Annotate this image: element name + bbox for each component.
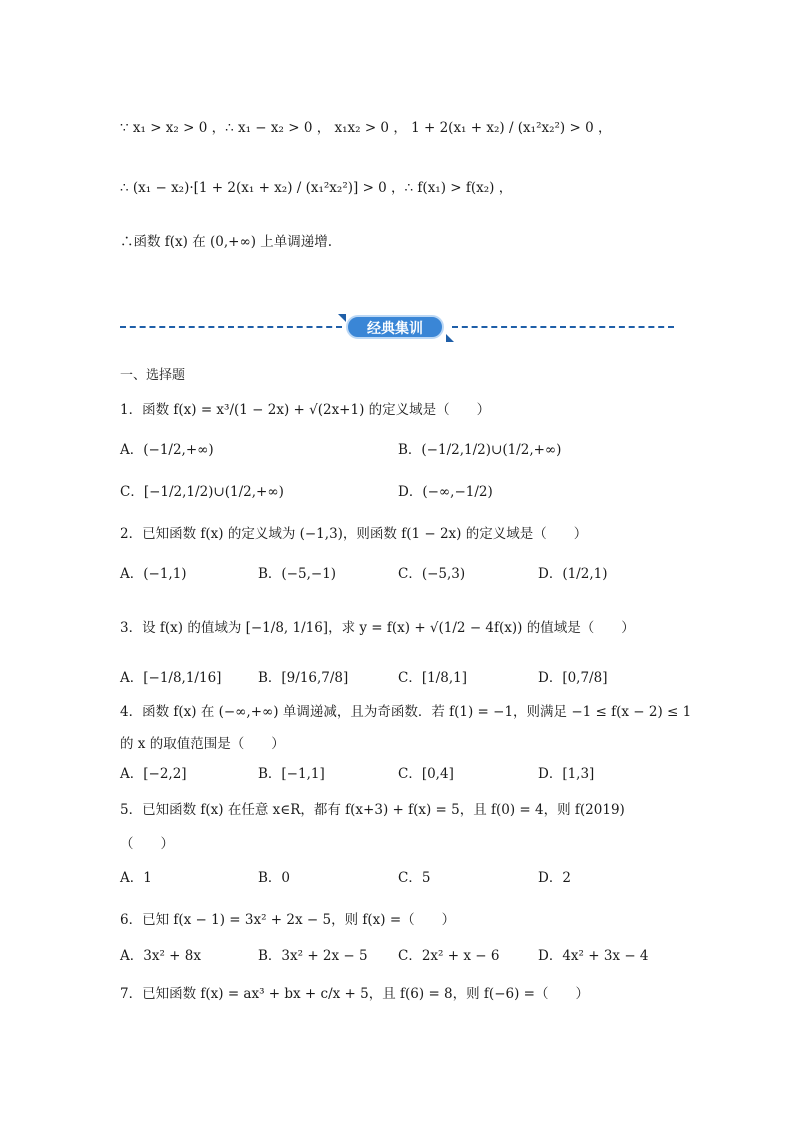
question-3-option-b: B．[9/16,7/8] xyxy=(258,670,349,686)
proof-line-1: ∵ x₁ > x₂ > 0 ，∴ x₁ − x₂ > 0 ， x₁x₂ > 0 ， 1 + 2(x₁ + x₂) / (x₁²x₂²) > 0 ， xyxy=(120,120,612,136)
section-heading: 一、选择题 xyxy=(120,368,186,383)
question-6-option-b: B．3x² + 2x − 5 xyxy=(258,948,368,964)
banner-corner-icon xyxy=(338,314,346,322)
question-4-option-a: A．[−2,2] xyxy=(120,766,187,782)
question-1-stem: 1．函数 f(x) = x³/(1 − 2x) + √(2x+1) 的定义域是（ ） xyxy=(120,402,491,418)
question-6-option-c: C．2x² + x − 6 xyxy=(398,948,500,964)
question-5-stem-continued: （ ） xyxy=(120,836,174,852)
question-1-option-b: B．(−1/2,1/2)∪(1/2,+∞) xyxy=(398,442,562,458)
question-2-stem: 2．已知函数 f(x) 的定义域为 (−1,3)，则函数 f(1 − 2x) 的定义域是（ ） xyxy=(120,526,588,542)
question-6-option-a: A．3x² + 8x xyxy=(120,948,201,964)
question-3-option-a: A．[−1/8,1/16] xyxy=(120,670,222,686)
question-4-option-c: C．[0,4] xyxy=(398,766,454,782)
question-4-stem: 4．函数 f(x) 在 (−∞,+∞) 单调递减，且为奇函数．若 f(1) = −1，则满足 −1 ≤ f(x − 2) ≤ 1 xyxy=(120,704,692,720)
question-2-option-b: B．(−5,−1) xyxy=(258,566,337,582)
question-1-option-d: D．(−∞,−1/2) xyxy=(398,484,493,500)
question-5-option-c: C．5 xyxy=(398,870,431,886)
question-6-stem: 6．已知 f(x − 1) = 3x² + 2x − 5，则 f(x) =（ ） xyxy=(120,912,456,928)
question-3-option-c: C．[1/8,1] xyxy=(398,670,467,686)
question-7-stem: 7．已知函数 f(x) = ax³ + bx + c/x + 5，且 f(6) = 8，则 f(−6) =（ ） xyxy=(120,986,589,1002)
question-6-option-d: D．4x² + 3x − 4 xyxy=(538,948,649,964)
question-5-option-d: D．2 xyxy=(538,870,571,886)
question-3-option-d: D．[0,7/8] xyxy=(538,670,608,686)
banner-corner-icon xyxy=(446,334,454,342)
question-2-option-d: D．(1/2,1) xyxy=(538,566,608,582)
question-5-option-a: A．1 xyxy=(120,870,152,886)
proof-line-3: ∴函数 f(x) 在 (0,+∞) 上单调递增. xyxy=(120,234,333,250)
question-1-option-c: C．[−1/2,1/2)∪(1/2,+∞) xyxy=(120,484,284,500)
question-4-stem-continued: 的 x 的取值范围是（ ） xyxy=(120,736,285,752)
banner-dash-left xyxy=(120,326,342,328)
section-banner xyxy=(120,314,676,342)
question-5-stem: 5．已知函数 f(x) 在任意 x∈R，都有 f(x+3) + f(x) = 5，且 f(0) = 4，则 f(2019) xyxy=(120,802,625,818)
question-1-option-a: A．(−1/2,+∞) xyxy=(120,442,214,458)
question-5-option-b: B．0 xyxy=(258,870,291,886)
banner-title: 经典集训 xyxy=(346,315,444,339)
question-2-option-c: C．(−5,3) xyxy=(398,566,466,582)
question-2-option-a: A．(−1,1) xyxy=(120,566,187,582)
question-3-stem: 3．设 f(x) 的值域为 [−1/8, 1/16]，求 y = f(x) + √(1/2 − 4f(x)) 的值域是（ ） xyxy=(120,620,635,636)
question-4-option-d: D．[1,3] xyxy=(538,766,595,782)
proof-line-2: ∴ (x₁ − x₂)·[1 + 2(x₁ + x₂) / (x₁²x₂²)] > 0 ，∴ f(x₁) > f(x₂) ， xyxy=(120,180,513,196)
question-4-option-b: B．[−1,1] xyxy=(258,766,325,782)
banner-dash-right xyxy=(452,326,674,328)
